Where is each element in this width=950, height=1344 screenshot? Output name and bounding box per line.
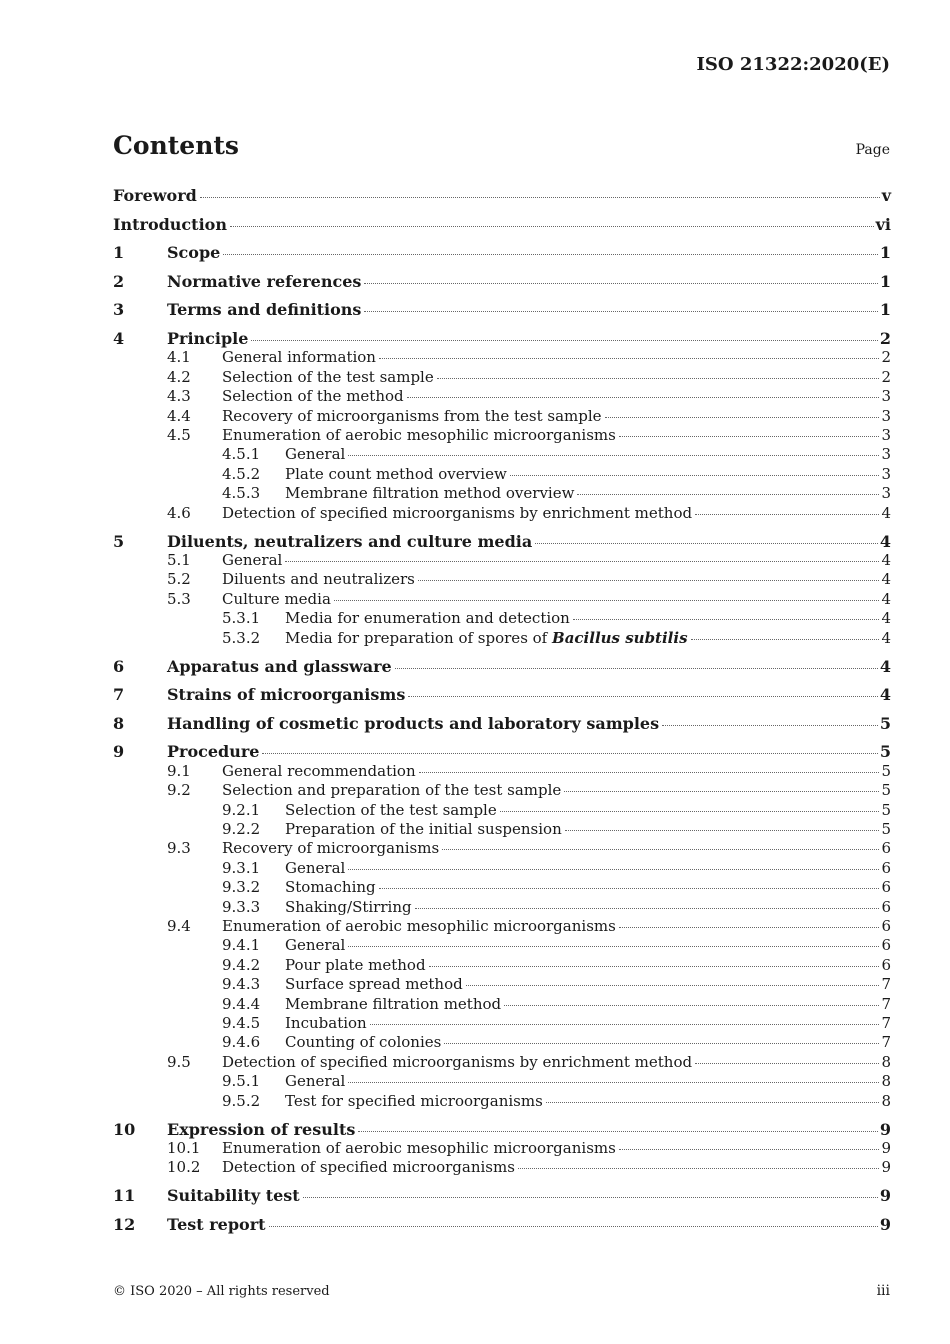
toc-entry[interactable] bbox=[113, 368, 891, 388]
toc-entry-page: 4 bbox=[879, 685, 891, 705]
toc-entry[interactable] bbox=[113, 956, 891, 976]
dot-leader bbox=[334, 600, 880, 601]
toc-entry-title: Diluents and neutralizers bbox=[222, 570, 415, 589]
dot-leader bbox=[691, 639, 880, 640]
dot-leader bbox=[358, 1131, 878, 1132]
toc-entry-number: 9.2 bbox=[167, 781, 191, 800]
toc-entry-title: General bbox=[285, 936, 346, 955]
dot-leader bbox=[564, 791, 879, 792]
toc-entry-title: Recovery of microorganisms from the test sample bbox=[222, 406, 602, 425]
toc-entry-title: Expression of results bbox=[167, 1119, 356, 1139]
dot-leader bbox=[200, 197, 880, 198]
toc-entry[interactable] bbox=[113, 714, 891, 734]
toc-entry-number: 10.2 bbox=[167, 1158, 201, 1177]
toc-entry-number: 4.1 bbox=[167, 348, 191, 367]
toc-entry-title: Strains of microorganisms bbox=[167, 685, 406, 705]
dot-leader bbox=[348, 869, 879, 870]
toc-entry-title: Membrane filtration method overview bbox=[285, 484, 575, 503]
dot-leader bbox=[546, 1102, 880, 1103]
toc-entry-title: Enumeration of aerobic mesophilic microorganisms bbox=[222, 917, 616, 935]
toc-entry[interactable] bbox=[113, 762, 891, 782]
toc-entry-number: 2 bbox=[113, 271, 125, 291]
toc-entry-title: Diluents, neutralizers and culture media bbox=[167, 531, 533, 551]
toc-entry-title: Shaking/Stirring bbox=[285, 897, 412, 916]
toc-entry-title: Detection of specified microorganisms by enrichment method bbox=[222, 503, 693, 522]
dot-leader bbox=[251, 340, 877, 341]
dot-leader bbox=[535, 543, 878, 544]
toc-entry[interactable] bbox=[113, 445, 891, 465]
toc-entry-number: 8 bbox=[113, 713, 125, 733]
toc-entry-page: 1 bbox=[879, 271, 891, 291]
dot-leader bbox=[510, 475, 880, 476]
toc-entry-page: 4 bbox=[881, 551, 891, 569]
toc-entry-page: 8 bbox=[881, 1091, 891, 1110]
toc-entry[interactable] bbox=[113, 329, 891, 349]
dot-leader bbox=[466, 985, 880, 986]
dot-leader bbox=[370, 1024, 880, 1025]
toc-entry-title: Test report bbox=[167, 1215, 266, 1234]
toc-entry-number: 9.5.2 bbox=[222, 1091, 261, 1110]
toc-entry-title: General recommendation bbox=[222, 761, 416, 780]
toc-entry-number: 9.5.1 bbox=[222, 1072, 261, 1091]
toc-entry[interactable] bbox=[113, 407, 891, 427]
toc-entry-page: 5 bbox=[881, 781, 891, 800]
toc-entry-page: 1 bbox=[879, 243, 891, 263]
toc-entry-page: 6 bbox=[881, 955, 891, 974]
contents-title: Contents bbox=[113, 131, 240, 160]
toc-entry-title: Recovery of microorganisms bbox=[222, 839, 440, 858]
toc-entry-page: 6 bbox=[881, 897, 891, 916]
toc-entry-title: General bbox=[222, 551, 283, 569]
dot-leader bbox=[408, 696, 878, 697]
toc-entry-number: 11 bbox=[113, 1186, 136, 1206]
toc-entry-number: 10.1 bbox=[167, 1139, 201, 1157]
toc-entry-page: 6 bbox=[881, 858, 891, 877]
toc-entry-title: Incubation bbox=[285, 1014, 367, 1032]
toc-entry-number: 9.3.1 bbox=[222, 858, 261, 877]
dot-leader bbox=[364, 283, 877, 284]
toc-entry-number: 9.1 bbox=[167, 761, 191, 780]
toc-entry[interactable] bbox=[113, 917, 891, 937]
toc-entry-title: Procedure bbox=[167, 742, 260, 762]
toc-entry[interactable] bbox=[113, 801, 891, 821]
toc-entry-page: 1 bbox=[879, 300, 891, 320]
dot-leader bbox=[407, 397, 880, 398]
toc-entry-page: v bbox=[881, 186, 891, 205]
toc-entry-number: 1 bbox=[113, 243, 125, 263]
toc-entry[interactable] bbox=[113, 898, 891, 918]
dot-leader bbox=[442, 849, 879, 850]
toc-entry-number: 9.3 bbox=[167, 839, 191, 858]
toc-entry[interactable] bbox=[113, 781, 891, 801]
dot-leader bbox=[573, 619, 880, 620]
dot-leader bbox=[262, 753, 877, 754]
toc-entry-page: 2 bbox=[881, 367, 891, 386]
toc-entry-number: 4.5.3 bbox=[222, 484, 261, 503]
toc-entry-page: 7 bbox=[881, 975, 891, 994]
toc-entry-title: Selection of the test sample bbox=[285, 800, 497, 819]
toc-entry-page: 5 bbox=[879, 742, 891, 762]
dot-leader bbox=[348, 946, 879, 947]
toc-entry[interactable] bbox=[113, 465, 891, 485]
toc-entry[interactable] bbox=[113, 742, 891, 762]
toc-entry[interactable] bbox=[113, 685, 891, 705]
dot-leader bbox=[379, 888, 880, 889]
toc-entry-page: 3 bbox=[881, 387, 891, 406]
toc-entry[interactable] bbox=[113, 657, 891, 677]
dot-leader bbox=[504, 1005, 879, 1006]
toc-entry-page: 3 bbox=[881, 484, 891, 503]
toc-entry-number: 10 bbox=[113, 1119, 136, 1139]
dot-leader bbox=[418, 580, 880, 581]
toc-entry-title: Media for enumeration and detection bbox=[285, 609, 570, 628]
toc-entry-title: Terms and definitions bbox=[167, 300, 362, 320]
toc-entry[interactable] bbox=[113, 186, 891, 206]
toc-entry-number: 9.4.5 bbox=[222, 1014, 261, 1032]
toc-entry-number: 4.5.2 bbox=[222, 464, 261, 483]
toc-entry[interactable] bbox=[113, 609, 891, 629]
dot-leader bbox=[379, 358, 879, 359]
dot-leader bbox=[577, 494, 879, 495]
dot-leader bbox=[605, 417, 880, 418]
dot-leader bbox=[348, 1082, 879, 1083]
toc-entry-page: 2 bbox=[881, 348, 891, 367]
toc-entry-page: 3 bbox=[881, 445, 891, 464]
toc-entry-title: Plate count method overview bbox=[285, 464, 507, 483]
toc-entry[interactable] bbox=[113, 590, 891, 610]
toc-entry-number: 9.5 bbox=[167, 1052, 191, 1071]
toc-entry-title: Media for preparation of spores of Bacillus subtilis bbox=[285, 628, 688, 647]
toc-entry[interactable] bbox=[113, 859, 891, 879]
dot-leader bbox=[518, 1168, 880, 1169]
toc-entry[interactable] bbox=[113, 878, 891, 898]
footer-page-number: iii bbox=[876, 1283, 890, 1299]
toc-entry-number: 9 bbox=[113, 742, 125, 762]
toc-entry-number: 5.3.2 bbox=[222, 628, 261, 647]
toc-entry-number: 9.4.1 bbox=[222, 936, 261, 955]
toc-entry-number: 9.4.3 bbox=[222, 975, 261, 994]
toc-entry-title: General information bbox=[222, 348, 376, 367]
dot-leader bbox=[285, 561, 879, 562]
toc-entry-page: 4 bbox=[881, 589, 891, 608]
toc-entry-title: Stomaching bbox=[285, 878, 376, 897]
dot-leader bbox=[695, 1063, 879, 1064]
toc-entry[interactable] bbox=[113, 243, 891, 263]
dot-leader bbox=[364, 311, 877, 312]
toc-entry-title: Introduction bbox=[113, 214, 227, 234]
toc-entry-page: 7 bbox=[881, 994, 891, 1013]
toc-entry-page: 7 bbox=[881, 1014, 891, 1032]
dot-leader bbox=[565, 830, 880, 831]
toc-entry-page: 4 bbox=[881, 570, 891, 589]
toc-entry-page: 6 bbox=[881, 878, 891, 897]
toc-entry-title: Foreword bbox=[113, 186, 197, 205]
toc-entry[interactable] bbox=[113, 995, 891, 1015]
page-column-label: Page bbox=[855, 142, 890, 158]
toc-entry-page: 4 bbox=[881, 609, 891, 628]
toc-entry-page: 3 bbox=[881, 406, 891, 425]
dot-leader bbox=[437, 378, 880, 379]
toc-entry-number: 9.4.2 bbox=[222, 955, 261, 974]
dot-leader bbox=[619, 1149, 880, 1150]
toc-entry[interactable] bbox=[113, 1033, 891, 1053]
toc-entry-page: 2 bbox=[879, 329, 891, 348]
toc-entry-number: 4.3 bbox=[167, 387, 191, 406]
dot-leader bbox=[444, 1043, 879, 1044]
toc-entry[interactable] bbox=[113, 820, 891, 840]
toc-entry[interactable] bbox=[113, 975, 891, 995]
toc-entry-number: 4.6 bbox=[167, 503, 191, 522]
dot-leader bbox=[500, 811, 880, 812]
toc-entry-title: Apparatus and glassware bbox=[167, 656, 392, 676]
toc-entry[interactable] bbox=[113, 532, 891, 552]
dot-leader bbox=[662, 725, 878, 726]
toc-entry-title: Principle bbox=[167, 329, 249, 348]
toc-entry[interactable] bbox=[113, 504, 891, 524]
toc-entry-number: 9.4.6 bbox=[222, 1033, 261, 1052]
toc-entry-number: 5.1 bbox=[167, 551, 191, 569]
toc-entry-page: 8 bbox=[881, 1052, 891, 1071]
dot-leader bbox=[695, 514, 879, 515]
toc-entry-page: 5 bbox=[879, 713, 891, 733]
toc-entry[interactable] bbox=[113, 387, 891, 407]
toc-entry[interactable] bbox=[113, 570, 891, 590]
toc-entry-number: 7 bbox=[113, 685, 125, 705]
toc-entry-title: Membrane filtration method bbox=[285, 994, 502, 1013]
toc-entry-number: 4.5.1 bbox=[222, 445, 261, 464]
toc-entry-page: 3 bbox=[881, 426, 891, 444]
toc-entry-page: 5 bbox=[881, 800, 891, 819]
toc-entry-title-italic: Bacillus subtilis bbox=[552, 628, 688, 647]
toc-entry-title: Surface spread method bbox=[285, 975, 463, 994]
toc-entry[interactable] bbox=[113, 1186, 891, 1206]
toc-entry-number: 4.4 bbox=[167, 406, 191, 425]
toc-entry-title: Pour plate method bbox=[285, 955, 426, 974]
toc-entry-title: Normative references bbox=[167, 271, 362, 291]
toc-entry-page: 6 bbox=[881, 917, 891, 935]
toc-entry[interactable] bbox=[113, 484, 891, 504]
toc-entry[interactable] bbox=[113, 1053, 891, 1073]
toc-entry[interactable] bbox=[113, 1014, 891, 1034]
toc-entry-page: 4 bbox=[879, 531, 891, 551]
document-id: ISO 21322:2020(E) bbox=[696, 54, 890, 75]
toc-entry-number: 4 bbox=[113, 329, 125, 348]
toc-entry[interactable] bbox=[113, 272, 891, 292]
toc-entry[interactable] bbox=[113, 936, 891, 956]
toc-entry-title: Selection of the test sample bbox=[222, 367, 434, 386]
toc-entry-number: 3 bbox=[113, 300, 125, 320]
toc-entry[interactable] bbox=[113, 1072, 891, 1092]
toc-entry-number: 12 bbox=[113, 1215, 136, 1234]
toc-entry-title: General bbox=[285, 1072, 346, 1091]
toc-entry[interactable] bbox=[113, 426, 891, 446]
toc-entry-page: 5 bbox=[881, 820, 891, 838]
toc-entry-number: 5.3 bbox=[167, 589, 191, 608]
toc-entry-title: Detection of specified microorganisms bbox=[222, 1158, 515, 1177]
dot-leader bbox=[303, 1197, 878, 1198]
dot-leader bbox=[223, 254, 878, 255]
toc-entry-number: 9.2.2 bbox=[222, 820, 261, 838]
dot-leader bbox=[429, 966, 880, 967]
toc-entry-number: 9.3.2 bbox=[222, 878, 261, 897]
toc-entry-title: Suitability test bbox=[167, 1186, 300, 1206]
toc-entry-number: 9.3.3 bbox=[222, 897, 261, 916]
toc-entry-title: Enumeration of aerobic mesophilic microorganisms bbox=[222, 426, 616, 444]
toc-entry-page: 9 bbox=[879, 1186, 891, 1206]
toc-entry-number: 9.2.1 bbox=[222, 800, 261, 819]
toc-entry-number: 9.4.4 bbox=[222, 994, 261, 1013]
toc-entry-page: 6 bbox=[881, 936, 891, 955]
toc-entry-title: Preparation of the initial suspension bbox=[285, 820, 562, 838]
toc-entry-title: Selection of the method bbox=[222, 387, 404, 406]
toc-entry-title: Test for specified microorganisms bbox=[285, 1091, 543, 1110]
toc-entry-page: 9 bbox=[879, 1215, 891, 1234]
toc-entry-page: 4 bbox=[881, 628, 891, 647]
toc-entry-number: 9.4 bbox=[167, 917, 191, 935]
toc-entry-number: 6 bbox=[113, 656, 125, 676]
dot-leader bbox=[619, 927, 880, 928]
toc-entry[interactable] bbox=[113, 348, 891, 368]
dot-leader bbox=[619, 436, 880, 437]
toc-entry-number: 5.2 bbox=[167, 570, 191, 589]
toc-entry-page: 3 bbox=[881, 464, 891, 483]
toc-entry-title: Culture media bbox=[222, 589, 331, 608]
dot-leader bbox=[415, 908, 880, 909]
toc-entry-title: Scope bbox=[167, 243, 221, 263]
toc-entry-page: 4 bbox=[881, 503, 891, 522]
toc-entry[interactable] bbox=[113, 1120, 891, 1140]
toc-entry-title: Handling of cosmetic products and laboratory samples bbox=[167, 713, 660, 733]
toc-entry[interactable] bbox=[113, 629, 891, 649]
toc-entry-title: Counting of colonies bbox=[285, 1033, 442, 1052]
toc-entry-title: General bbox=[285, 445, 346, 464]
toc-entry-title: General bbox=[285, 858, 346, 877]
toc-entry-page: 6 bbox=[881, 839, 891, 858]
toc-entry[interactable] bbox=[113, 839, 891, 859]
toc-entry-page: vi bbox=[875, 214, 891, 234]
toc-entry-page: 5 bbox=[881, 761, 891, 780]
dot-leader bbox=[395, 668, 878, 669]
toc-entry[interactable] bbox=[113, 300, 891, 320]
toc-entry[interactable] bbox=[113, 1215, 891, 1235]
dot-leader bbox=[269, 1226, 878, 1227]
dot-leader bbox=[419, 772, 880, 773]
dot-leader bbox=[348, 455, 879, 456]
toc-entry-number: 4.2 bbox=[167, 367, 191, 386]
toc-entry[interactable] bbox=[113, 1139, 891, 1159]
footer-copyright: © ISO 2020 – All rights reserved bbox=[113, 1284, 330, 1299]
toc-entry-page: 9 bbox=[879, 1119, 891, 1139]
toc-entry-page: 7 bbox=[881, 1033, 891, 1052]
toc-entry-number: 4.5 bbox=[167, 426, 191, 444]
dot-leader bbox=[230, 226, 874, 227]
toc-entry[interactable] bbox=[113, 551, 891, 571]
toc-entry-title: Detection of specified microorganisms by enrichment method bbox=[222, 1052, 693, 1071]
toc-entry-title: Selection and preparation of the test sample bbox=[222, 781, 562, 800]
toc-entry-number: 5 bbox=[113, 531, 125, 551]
toc-entry[interactable] bbox=[113, 1158, 891, 1178]
toc-entry-page: 9 bbox=[881, 1139, 891, 1157]
toc-entry[interactable] bbox=[113, 215, 891, 235]
toc-entry-number: 5.3.1 bbox=[222, 609, 261, 628]
toc-entry-title: Enumeration of aerobic mesophilic microorganisms bbox=[222, 1139, 616, 1157]
toc-entry-page: 9 bbox=[881, 1158, 891, 1177]
toc-entry-page: 4 bbox=[879, 656, 891, 676]
toc-entry-page: 8 bbox=[881, 1072, 891, 1091]
toc-entry[interactable] bbox=[113, 1092, 891, 1112]
